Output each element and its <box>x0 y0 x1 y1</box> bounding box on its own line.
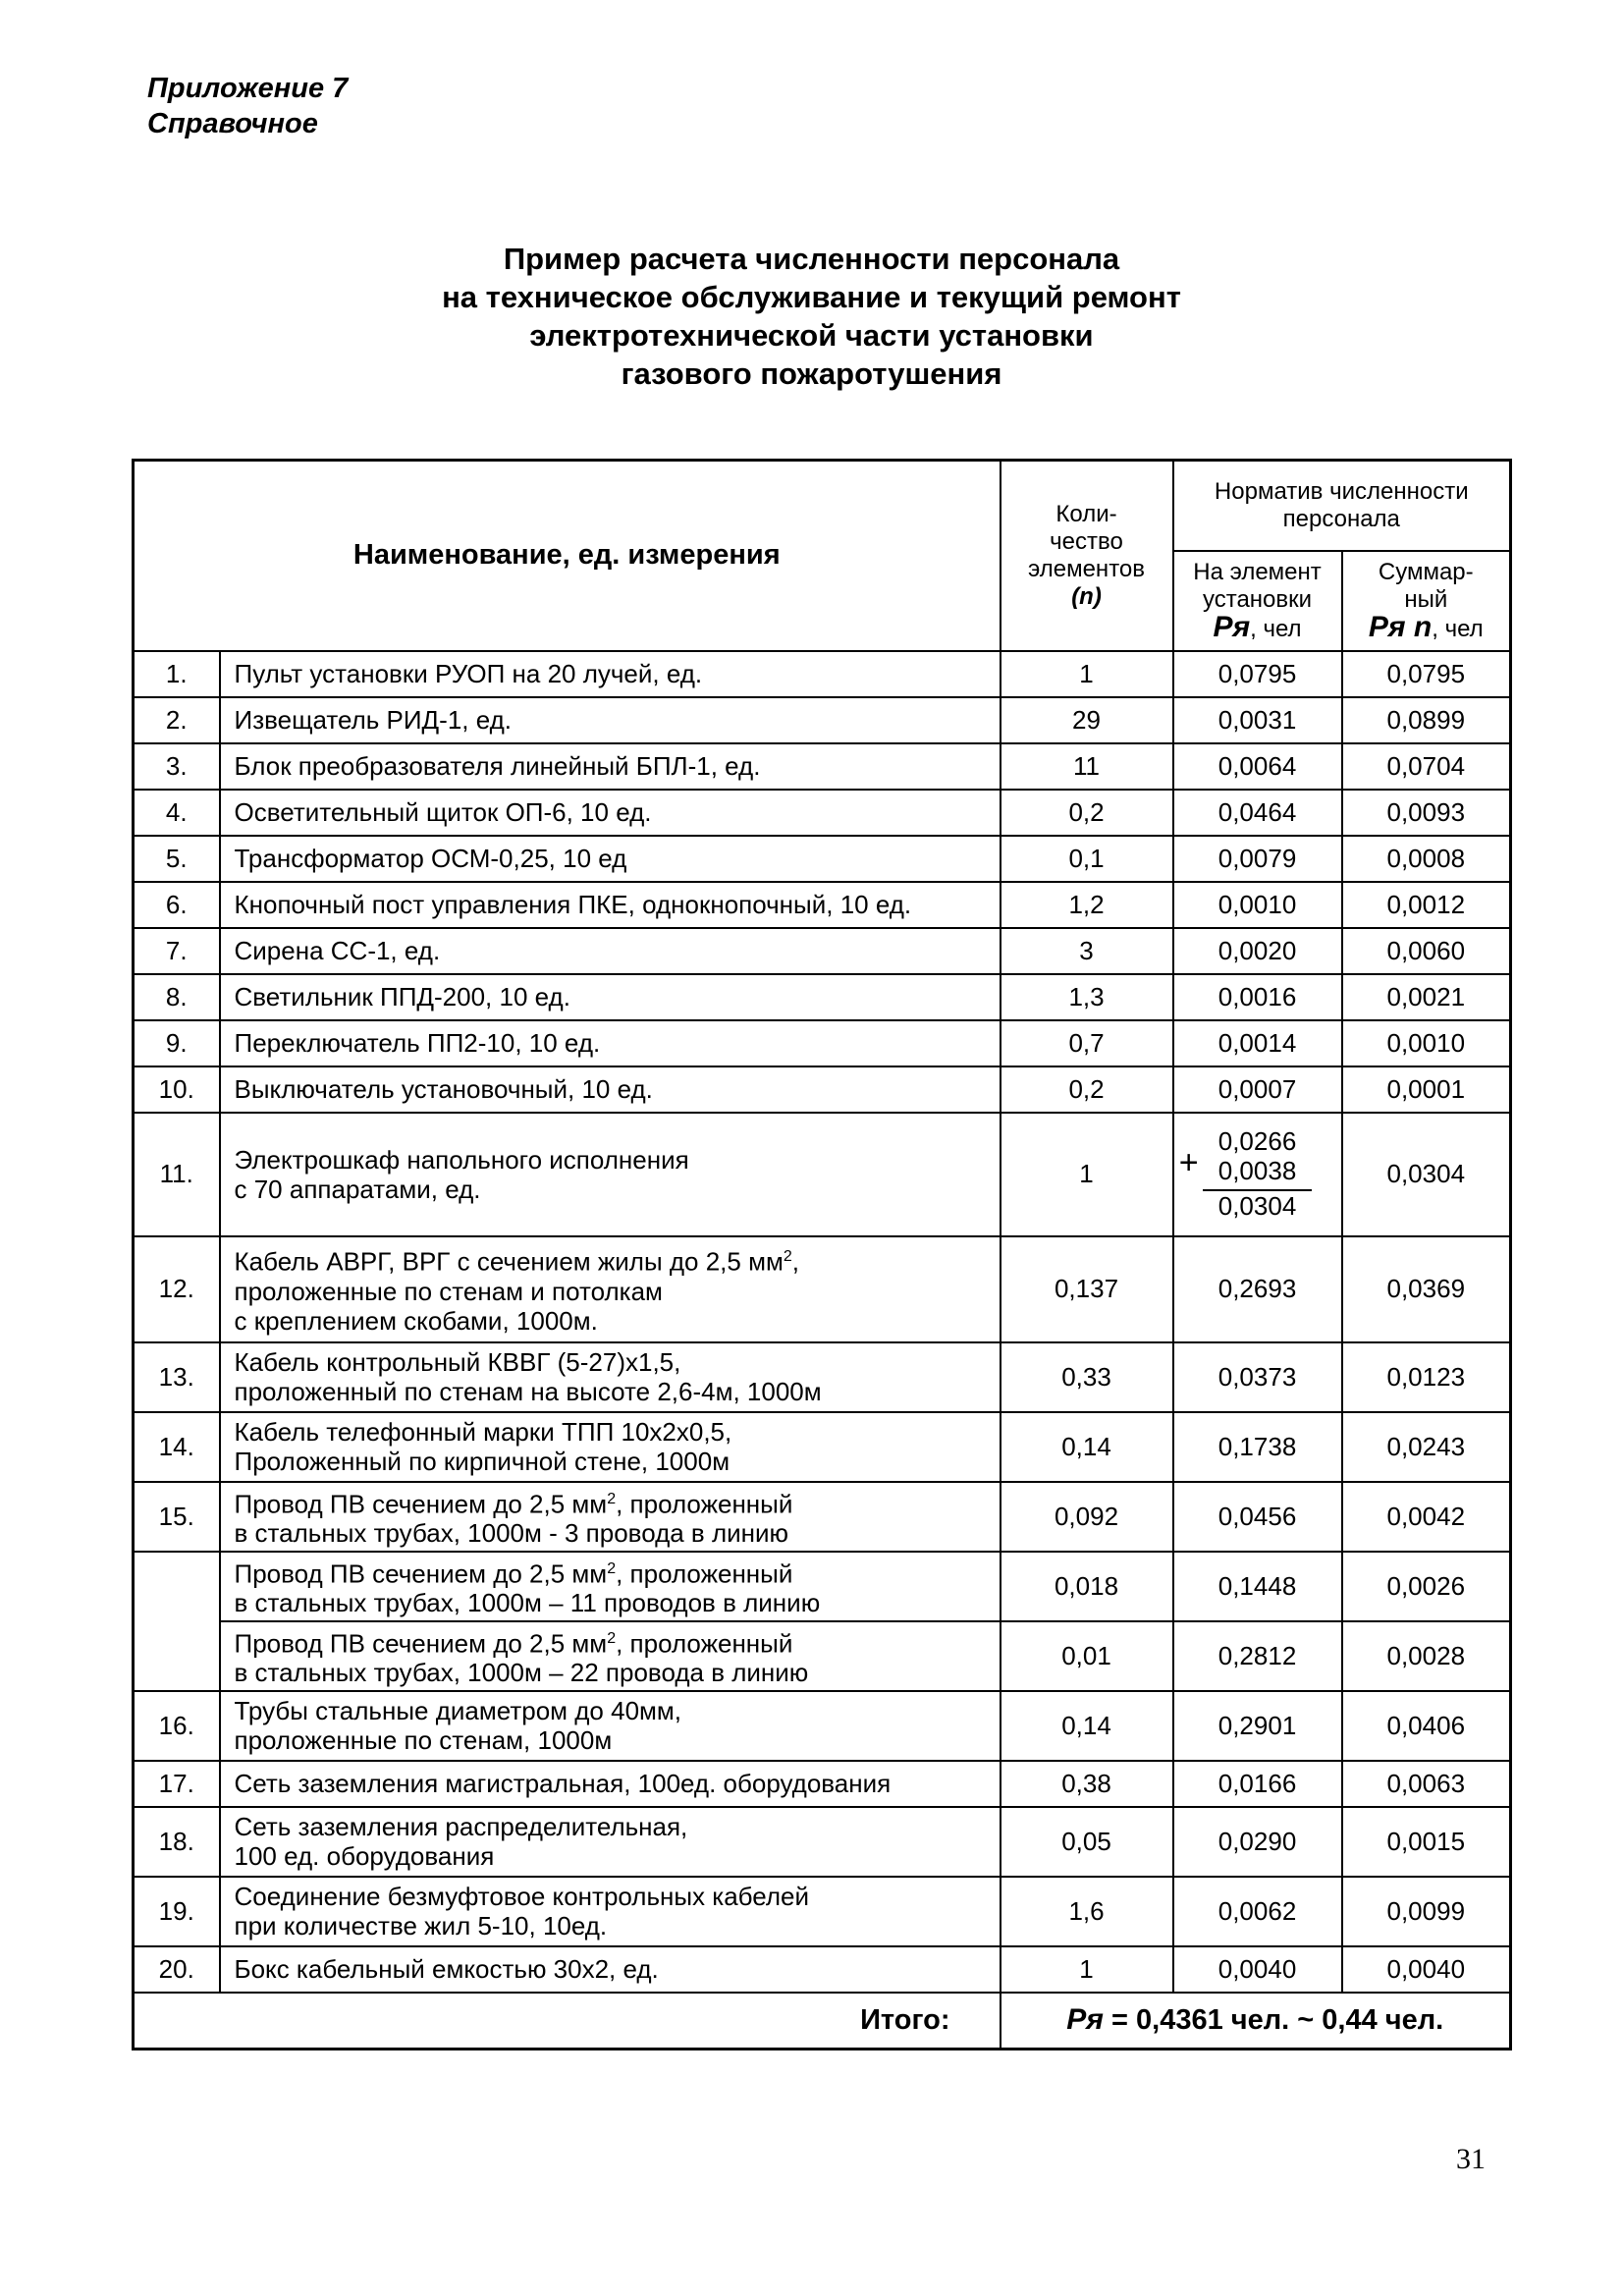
total-header-line: Суммар- <box>1378 558 1474 585</box>
item-name <box>220 1807 1001 1877</box>
item-name-line: с креплением скобами, 1000м. <box>234 1305 598 1336</box>
row-number: 10. <box>134 1066 220 1113</box>
item-norm-total: 0,0369 <box>1342 1236 1511 1342</box>
item-norm-per-element: 0,0290 <box>1173 1807 1342 1877</box>
item-norm-total: 0,0704 <box>1342 743 1511 790</box>
item-name <box>220 1412 1001 1482</box>
item-norm-per-element: 0,2693 <box>1173 1236 1342 1342</box>
item-norm-per-element: 0,0079 <box>1173 836 1342 882</box>
item-name-suffix: , <box>791 1246 799 1277</box>
item-quantity: 0,137 <box>1001 1236 1173 1342</box>
item-quantity: 1,3 <box>1001 974 1173 1020</box>
item-name-line: при количестве жил 5-10, 10ед. <box>234 1911 608 1941</box>
table-row <box>134 928 1511 974</box>
item-norm-per-element: 0,0014 <box>1173 1020 1342 1066</box>
item-name <box>220 790 1001 836</box>
column-header-qty <box>1001 461 1173 651</box>
item-name-suffix: , проложенный <box>616 1489 793 1519</box>
item-norm-total: 0,0012 <box>1342 882 1511 928</box>
item-norm-per-element: 0,0795 <box>1173 651 1342 697</box>
per-element-unit: , чел <box>1250 615 1302 642</box>
row-number: 16. <box>134 1691 220 1761</box>
item-norm-total: 0,0099 <box>1342 1877 1511 1946</box>
total-amount: = 0,4361 чел. ~ 0,44 чел. <box>1103 2004 1444 2037</box>
item-norm-total: 0,0243 <box>1342 1412 1511 1482</box>
item-norm-total: 0,0008 <box>1342 836 1511 882</box>
item-name <box>220 651 1001 697</box>
column-header-total <box>1342 551 1511 651</box>
item-name-line: Переключатель ПП2-10, 10 ед. <box>234 1028 601 1058</box>
item-norm-total: 0,0123 <box>1342 1342 1511 1412</box>
summand: 0,0266 <box>1217 1126 1297 1156</box>
superscript: 2 <box>607 1629 617 1647</box>
row-number: 7. <box>134 928 220 974</box>
row-number: 4. <box>134 790 220 836</box>
item-name <box>220 974 1001 1020</box>
item-norm-per-element <box>1173 1113 1342 1236</box>
superscript: 2 <box>607 1490 617 1507</box>
item-quantity: 11 <box>1001 743 1173 790</box>
item-quantity: 1,2 <box>1001 882 1173 928</box>
qty-header-line: Коли- <box>1055 500 1117 527</box>
row-number: 3. <box>134 743 220 790</box>
item-name-line: проложенные по стенам и потолкам <box>234 1276 663 1306</box>
row-number: 1. <box>134 651 220 697</box>
row-number: 18. <box>134 1807 220 1877</box>
item-name-line: Проложенный по кирпичной стене, 1000м <box>234 1447 730 1476</box>
item-norm-per-element: 0,0010 <box>1173 882 1342 928</box>
item-norm-per-element: 0,0456 <box>1173 1482 1342 1552</box>
page-number: 31 <box>1456 2143 1486 2175</box>
item-norm-total: 0,0042 <box>1342 1482 1511 1552</box>
item-quantity: 0,05 <box>1001 1807 1173 1877</box>
item-name <box>220 1691 1001 1761</box>
title-line: электротехнической части установки <box>529 318 1094 353</box>
item-name-line: с 70 аппаратами, ед. <box>234 1174 481 1204</box>
item-quantity: 1,6 <box>1001 1877 1173 1946</box>
item-name-text: Провод ПВ сечением до 2,5 мм <box>234 1489 608 1519</box>
item-name <box>220 1621 1001 1691</box>
item-name <box>220 836 1001 882</box>
row-number: 2. <box>134 697 220 743</box>
item-norm-total: 0,0026 <box>1342 1552 1511 1621</box>
item-norm-per-element: 0,0040 <box>1173 1946 1342 1993</box>
item-norm-per-element: 0,0031 <box>1173 697 1342 743</box>
item-quantity: 0,018 <box>1001 1552 1173 1621</box>
title-line: газового пожаротушения <box>621 356 1002 391</box>
item-norm-total: 0,0015 <box>1342 1807 1511 1877</box>
item-norm-total: 0,0406 <box>1342 1691 1511 1761</box>
row-number: 11. <box>134 1113 220 1236</box>
item-quantity: 0,7 <box>1001 1020 1173 1066</box>
per-element-header-line: установки <box>1202 585 1313 613</box>
plus-sign: + <box>1178 1144 1199 1181</box>
document-title <box>0 240 1623 393</box>
item-name-line: Выключатель установочный, 10 ед. <box>234 1074 653 1104</box>
item-quantity: 0,1 <box>1001 836 1173 882</box>
item-name <box>220 1113 1001 1236</box>
table-row <box>134 1066 1511 1113</box>
item-norm-per-element: 0,0166 <box>1173 1761 1342 1807</box>
item-name-line: Кнопочный пост управления ПКЕ, однокнопочный, 10 ед. <box>234 890 912 919</box>
item-quantity: 3 <box>1001 928 1173 974</box>
item-name-line: Электрошкаф напольного исполнения <box>234 1144 689 1175</box>
item-name-line: проложенные по стенам, 1000м <box>234 1725 613 1755</box>
table-row <box>134 1946 1511 1993</box>
item-norm-per-element: 0,1738 <box>1173 1412 1342 1482</box>
item-quantity: 1 <box>1001 1113 1173 1236</box>
total-row <box>134 1993 1511 2050</box>
staffing-table <box>132 459 1512 2050</box>
superscript: 2 <box>783 1248 792 1266</box>
item-name <box>220 1877 1001 1946</box>
item-name-line: Блок преобразователя линейный БПЛ-1, ед. <box>234 751 761 781</box>
row-number: 8. <box>134 974 220 1020</box>
item-name-line: Сеть заземления магистральная, 100ед. оборудования <box>234 1769 892 1798</box>
item-name-line: Соединение безмуфтовое контрольных кабелей <box>234 1882 810 1911</box>
item-quantity: 0,33 <box>1001 1342 1173 1412</box>
item-name <box>220 1236 1001 1342</box>
item-name <box>220 882 1001 928</box>
item-name-line: Пульт установки РУОП на 20 лучей, ед. <box>234 659 703 688</box>
item-norm-per-element: 0,1448 <box>1173 1552 1342 1621</box>
item-quantity: 1 <box>1001 1946 1173 1993</box>
row-number: 17. <box>134 1761 220 1807</box>
qty-header-line: элементов <box>1028 555 1146 582</box>
item-quantity: 0,14 <box>1001 1691 1173 1761</box>
per-element-header-line: На элемент <box>1193 558 1322 585</box>
item-name-text: Провод ПВ сечением до 2,5 мм <box>234 1628 608 1659</box>
table-row <box>134 882 1511 928</box>
title-line: на техническое обслуживание и текущий ремонт <box>442 280 1181 314</box>
table-row <box>134 651 1511 697</box>
item-norm-per-element: 0,0373 <box>1173 1342 1342 1412</box>
table-row <box>134 1552 1511 1621</box>
column-header-per-element <box>1173 551 1342 651</box>
item-name-line: Извещатель РИД-1, ед. <box>234 705 513 735</box>
item-name <box>220 1946 1001 1993</box>
item-name-line: Осветительный щиток ОП-6, 10 ед. <box>234 797 652 827</box>
item-quantity: 0,14 <box>1001 1412 1173 1482</box>
item-name-line: Бокс кабельный емкостью 30х2, ед. <box>234 1954 659 1984</box>
row-number <box>134 1621 220 1691</box>
table-row <box>134 1691 1511 1761</box>
table-row <box>134 1621 1511 1691</box>
item-name <box>220 1552 1001 1621</box>
row-number: 20. <box>134 1946 220 1993</box>
item-norm-per-element: 0,0064 <box>1173 743 1342 790</box>
table-row <box>134 697 1511 743</box>
table-row <box>134 1877 1511 1946</box>
item-norm-total: 0,0028 <box>1342 1621 1511 1691</box>
item-quantity: 1 <box>1001 651 1173 697</box>
row-number: 12. <box>134 1236 220 1342</box>
total-header-unit <box>1343 610 1510 643</box>
summand: 0,0038 <box>1217 1156 1297 1185</box>
item-norm-per-element: 0,0007 <box>1173 1066 1342 1113</box>
item-quantity: 0,2 <box>1001 1066 1173 1113</box>
item-name-line: Кабель контрольный КВВГ (5-27)х1,5, <box>234 1347 681 1377</box>
item-norm-per-element: 0,0464 <box>1173 790 1342 836</box>
item-norm-per-element: 0,0016 <box>1173 974 1342 1020</box>
row-number: 19. <box>134 1877 220 1946</box>
row-number: 9. <box>134 1020 220 1066</box>
item-name-line: Сеть заземления распределительная, <box>234 1812 688 1841</box>
item-quantity: 0,2 <box>1001 790 1173 836</box>
item-name-line: проложенный по стенам на высоте 2,6-4м, 1000м <box>234 1377 822 1406</box>
item-norm-per-element: 0,2812 <box>1173 1621 1342 1691</box>
per-element-symbol: Pя <box>1213 610 1251 643</box>
item-norm-total: 0,0063 <box>1342 1761 1511 1807</box>
item-name-line: в стальных трубах, 1000м – 11 проводов в линию <box>234 1588 821 1618</box>
column-header-name: Наименование, ед. измерения <box>134 461 1001 651</box>
item-name <box>220 697 1001 743</box>
total-symbol: Pя <box>1066 2003 1104 2037</box>
item-name-line: Кабель телефонный марки ТПП 10х2х0,5, <box>234 1417 732 1447</box>
item-name <box>220 743 1001 790</box>
table-row <box>134 1412 1511 1482</box>
item-name-text: Провод ПВ сечением до 2,5 мм <box>234 1558 608 1589</box>
item-quantity: 29 <box>1001 697 1173 743</box>
table-row <box>134 974 1511 1020</box>
item-name <box>220 1020 1001 1066</box>
item-name-line <box>235 1242 1000 1277</box>
item-quantity: 0,01 <box>1001 1621 1173 1691</box>
item-norm-total: 0,0795 <box>1342 651 1511 697</box>
item-name <box>220 1066 1001 1113</box>
item-norm-per-element: 0,2901 <box>1173 1691 1342 1761</box>
item-name-line: 100 ед. оборудования <box>234 1841 495 1871</box>
total-value <box>1001 1993 1511 2050</box>
item-name-line <box>235 1485 1000 1519</box>
item-name-line: Трансформатор ОСМ-0,25, 10 ед <box>234 844 627 873</box>
item-name-line: в стальных трубах, 1000м – 22 провода в линию <box>234 1658 809 1688</box>
item-norm-per-element: 0,0062 <box>1173 1877 1342 1946</box>
summation <box>1178 1126 1297 1221</box>
table-row <box>134 1482 1511 1552</box>
appendix-number: Приложение 7 <box>147 73 349 104</box>
item-name <box>220 1482 1001 1552</box>
superscript: 2 <box>607 1559 617 1577</box>
table-row <box>134 1113 1511 1236</box>
item-norm-per-element: 0,0020 <box>1173 928 1342 974</box>
qty-header-symbol: (n) <box>1071 582 1102 610</box>
item-norm-total: 0,0021 <box>1342 974 1511 1020</box>
row-number: 15. <box>134 1482 220 1552</box>
item-name <box>220 928 1001 974</box>
item-name-line <box>235 1555 1000 1589</box>
item-quantity: 0,38 <box>1001 1761 1173 1807</box>
row-number: 14. <box>134 1412 220 1482</box>
total-header-line: ный <box>1404 585 1448 613</box>
table-row <box>134 1807 1511 1877</box>
per-element-header-unit <box>1174 610 1341 643</box>
row-number: 6. <box>134 882 220 928</box>
total-label: Итого: <box>134 1993 1001 2050</box>
table-row <box>134 836 1511 882</box>
item-name-suffix: , проложенный <box>616 1558 793 1589</box>
table-row <box>134 790 1511 836</box>
total-symbol: Pя n <box>1368 610 1433 643</box>
item-norm-total: 0,0010 <box>1342 1020 1511 1066</box>
item-norm-total: 0,0060 <box>1342 928 1511 974</box>
row-number <box>134 1552 220 1621</box>
appendix-type: Справочное <box>147 108 318 139</box>
item-norm-total: 0,0899 <box>1342 697 1511 743</box>
item-norm-total: 0,0304 <box>1342 1113 1511 1236</box>
item-name-line: Светильник ППД-200, 10 ед. <box>234 982 570 1011</box>
header-row <box>134 461 1511 551</box>
item-norm-total: 0,0001 <box>1342 1066 1511 1113</box>
table-row <box>134 1761 1511 1807</box>
item-name-line: Сирена СС-1, ед. <box>234 936 441 965</box>
row-number: 13. <box>134 1342 220 1412</box>
title-line: Пример расчета численности персонала <box>503 242 1120 276</box>
appendix-header <box>147 71 348 141</box>
item-quantity: 0,092 <box>1001 1482 1173 1552</box>
item-name-suffix: , проложенный <box>616 1628 793 1659</box>
sum-result: 0,0304 <box>1217 1191 1297 1221</box>
item-norm-total: 0,0093 <box>1342 790 1511 836</box>
item-name-line: Трубы стальные диаметром до 40мм, <box>234 1696 682 1725</box>
table-row <box>134 1236 1511 1342</box>
table-row <box>134 1020 1511 1066</box>
qty-header-line: чество <box>1050 527 1123 555</box>
total-unit: , чел <box>1432 615 1484 642</box>
item-norm-total: 0,0040 <box>1342 1946 1511 1993</box>
item-name-line <box>235 1624 1000 1659</box>
item-name <box>220 1342 1001 1412</box>
item-name-line: в стальных трубах, 1000м - 3 провода в линию <box>234 1518 789 1549</box>
item-name <box>220 1761 1001 1807</box>
table-row <box>134 1342 1511 1412</box>
column-header-norm: Норматив численности персонала <box>1173 461 1511 551</box>
row-number: 5. <box>134 836 220 882</box>
table-row <box>134 743 1511 790</box>
item-name-text: Кабель АВРГ, ВРГ с сечением жилы до 2,5 мм <box>234 1246 784 1277</box>
